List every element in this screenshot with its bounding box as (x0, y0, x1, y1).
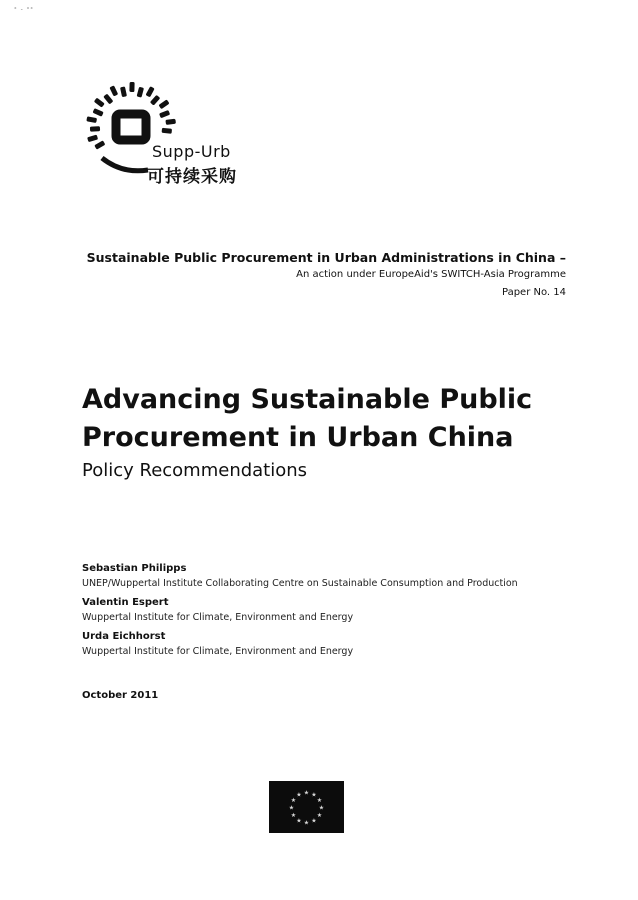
document-title-line-1: Advancing Sustainable Public (82, 384, 533, 415)
logo-name: Supp-Urb (152, 142, 231, 161)
supp-urb-logo (82, 66, 272, 186)
svg-text:★: ★ (311, 791, 317, 799)
svg-text:★: ★ (303, 789, 310, 797)
svg-text:★: ★ (316, 797, 323, 804)
svg-text:★: ★ (318, 804, 325, 812)
eu-stars (269, 781, 344, 833)
author-affiliation: UNEP/Wuppertal Institute Collaborating Centre on Sustainable Consumption and Production (82, 578, 518, 589)
paper-number: Paper No. 14 (501, 287, 566, 298)
svg-text:★: ★ (296, 791, 302, 799)
author-entry (82, 595, 602, 625)
document-subtitle: Policy Recommendations (82, 460, 308, 481)
svg-text:★: ★ (316, 812, 323, 819)
svg-text:★: ★ (290, 797, 297, 804)
author-name: Urda Eichhorst (82, 631, 166, 642)
series-subtitle: An action under EuropeAid's SWITCH-Asia Programme (296, 269, 566, 280)
svg-text:★: ★ (303, 819, 310, 827)
eu-flag-icon (269, 781, 344, 833)
logo-chinese-name: 可持续采购 (147, 167, 237, 187)
author-entry (82, 629, 602, 659)
svg-text:★: ★ (290, 812, 297, 819)
document-title (82, 381, 582, 457)
author-name: Valentin Espert (82, 597, 169, 608)
document-title-line-2: Procurement in Urban China (82, 422, 514, 453)
author-affiliation: Wuppertal Institute for Climate, Environment and Energy (82, 612, 354, 623)
author-entry (82, 561, 602, 591)
author-name: Sebastian Philipps (82, 563, 187, 574)
scan-artifact: ˣ - ˣˣ (14, 6, 34, 13)
svg-text:★: ★ (311, 817, 317, 825)
svg-text:★: ★ (288, 804, 295, 812)
publication-date: October 2011 (82, 690, 159, 701)
series-title: Sustainable Public Procurement in Urban Administrations in China – (86, 250, 566, 265)
author-affiliation: Wuppertal Institute for Climate, Environment and Energy (82, 646, 354, 657)
series-header (46, 250, 566, 302)
svg-text:★: ★ (296, 817, 302, 825)
authors-list (82, 561, 602, 663)
